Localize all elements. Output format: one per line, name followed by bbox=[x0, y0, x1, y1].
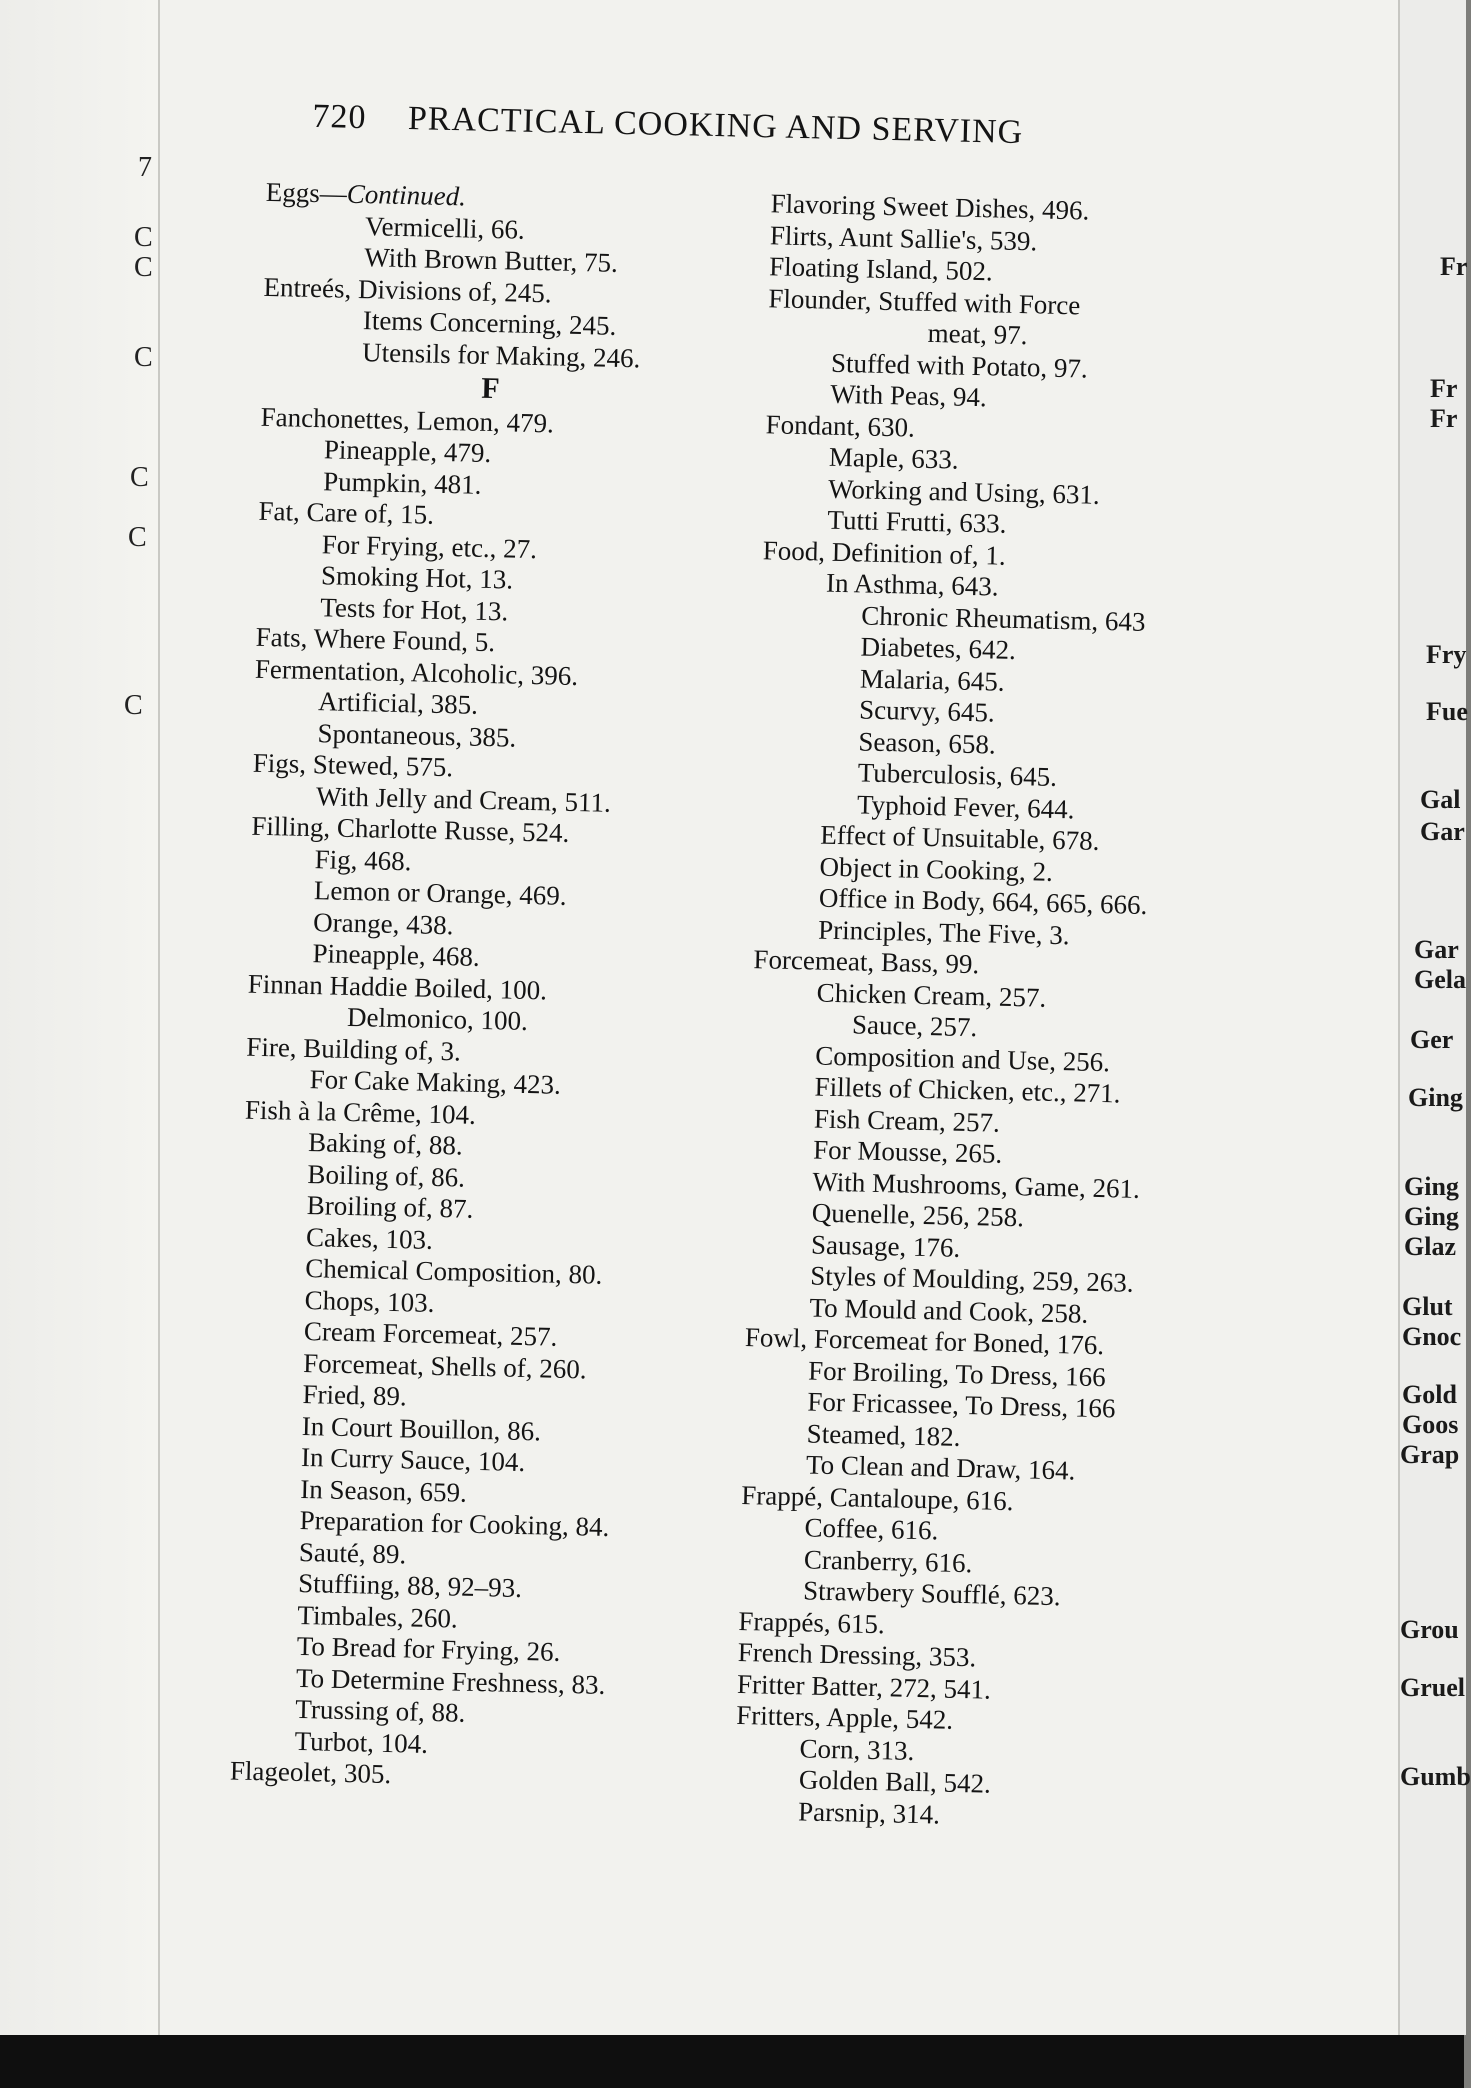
index-subentry: For Fricassee, To Dress, 166 bbox=[807, 1386, 1116, 1424]
next-page-fragment: Gar bbox=[1414, 935, 1459, 964]
index-subentry: To Determine Freshness, 83. bbox=[295, 1662, 606, 1700]
index-subentry: Fillets of Chicken, etc., 271. bbox=[814, 1071, 1121, 1109]
index-subentry: Lemon or Orange, 469. bbox=[313, 875, 567, 911]
page-header bbox=[312, 98, 1024, 152]
index-entry: Forcemeat, Bass, 99. bbox=[753, 944, 980, 980]
index-subentry: Turbot, 104. bbox=[294, 1725, 429, 1759]
next-page-fragment: Grap bbox=[1400, 1440, 1460, 1469]
index-entry: Finnan Haddie Boiled, 100. bbox=[247, 968, 548, 1005]
index-subentry: To Clean and Draw, 164. bbox=[805, 1449, 1076, 1486]
index-subentry: Orange, 438. bbox=[312, 906, 454, 940]
index-subentry: Utensils for Making, 246. bbox=[361, 336, 641, 373]
index-entry: Fire, Building of, 3. bbox=[246, 1031, 462, 1066]
next-page-fragment: Fue bbox=[1426, 697, 1468, 726]
index-subentry: With Mushrooms, Game, 261. bbox=[812, 1166, 1141, 1204]
index-subentry: Cakes, 103. bbox=[305, 1221, 434, 1255]
index-subentry: Object in Cooking, 2. bbox=[819, 851, 1054, 887]
prev-page-fragment: C bbox=[130, 462, 149, 493]
index-subentry: For Cake Making, 423. bbox=[309, 1064, 562, 1100]
index-subentry: For Broiling, To Dress, 166 bbox=[807, 1354, 1107, 1392]
index-entry: Fat, Care of, 15. bbox=[258, 495, 435, 530]
index-entry: Fanchonettes, Lemon, 479. bbox=[260, 401, 555, 438]
index-subentry: Items Concerning, 245. bbox=[362, 305, 617, 341]
index-subentry: Tuberculosis, 645. bbox=[857, 757, 1058, 792]
index-subentry: Fish Cream, 257. bbox=[813, 1103, 1001, 1138]
index-subentry: Stuffed with Potato, 97. bbox=[830, 347, 1089, 384]
next-page-fragment: Goos bbox=[1402, 1410, 1459, 1439]
index-subentry: Delmonico, 100. bbox=[346, 1001, 529, 1037]
section-letter: F bbox=[481, 371, 501, 406]
next-page-fragment: Grou bbox=[1400, 1615, 1459, 1644]
index-subentry: Working and Using, 631. bbox=[827, 473, 1101, 510]
index-subentry: Parsnip, 314. bbox=[797, 1795, 941, 1830]
next-page-fragment: Fry bbox=[1426, 640, 1467, 669]
index-subentry: Vermicelli, 66. bbox=[364, 210, 526, 245]
index-subentry: Fig, 468. bbox=[314, 843, 412, 876]
index-subentry: Malaria, 645. bbox=[859, 662, 1005, 697]
index-entry: Flageolet, 305. bbox=[229, 1755, 392, 1790]
index-subentry: With Jelly and Cream, 511. bbox=[315, 780, 612, 818]
index-entry: Fondant, 630. bbox=[765, 408, 916, 443]
index-entry: Entreés, Divisions of, 245. bbox=[263, 271, 552, 308]
index-subentry: Coffee, 616. bbox=[804, 1512, 939, 1546]
index-entry: Fritter Batter, 272, 541. bbox=[736, 1668, 992, 1705]
index-subentry: In Season, 659. bbox=[300, 1473, 468, 1508]
next-page-fragment: Glut bbox=[1402, 1292, 1453, 1321]
index-subentry: Principles, The Five, 3. bbox=[817, 914, 1070, 950]
index-subentry: Sauce, 257. bbox=[851, 1009, 978, 1043]
index-subentry: Smoking Hot, 13. bbox=[320, 560, 514, 595]
index-entry: Eggs—Continued. bbox=[265, 176, 467, 212]
index-subentry: With Brown Butter, 75. bbox=[363, 242, 619, 278]
index-subentry: Broiling of, 87. bbox=[306, 1190, 474, 1224]
next-page-fragment: Fr bbox=[1440, 252, 1468, 281]
index-column-left bbox=[230, 177, 826, 1800]
index-subentry: Preparation for Cooking, 84. bbox=[299, 1504, 610, 1542]
next-page-fragment: Ging bbox=[1408, 1083, 1463, 1112]
prev-page-fragment: C bbox=[124, 690, 143, 721]
index-subentry: For Frying, etc., 27. bbox=[321, 528, 538, 564]
index-entry: Flirts, Aunt Sallie's, 539. bbox=[769, 219, 1038, 256]
index-subentry: Golden Ball, 542. bbox=[798, 1764, 992, 1799]
next-page-fragment: Gnoc bbox=[1402, 1322, 1462, 1351]
next-page-fragment: Ger bbox=[1410, 1025, 1454, 1054]
index-subentry: Chemical Composition, 80. bbox=[305, 1253, 603, 1290]
prev-page-fragment: C bbox=[134, 342, 153, 373]
index-subentry: With Peas, 94. bbox=[830, 378, 988, 413]
index-entry: Food, Definition of, 1. bbox=[762, 534, 1007, 571]
index-subentry: Spontaneous, 385. bbox=[317, 717, 517, 753]
index-subentry: For Mousse, 265. bbox=[812, 1134, 1003, 1169]
continued-label: Continued. bbox=[346, 178, 467, 212]
next-page-fragment: Fr bbox=[1430, 404, 1458, 433]
index-subentry: Pineapple, 468. bbox=[312, 938, 481, 972]
index-subentry: Tutti Frutti, 633. bbox=[827, 504, 1007, 539]
prev-page-fragment: C bbox=[128, 522, 147, 553]
prev-page-fragment: C bbox=[134, 252, 153, 283]
prev-page-fragment: C bbox=[134, 222, 153, 253]
index-subentry: Sauté, 89. bbox=[298, 1536, 407, 1569]
index-subentry: Composition and Use, 256. bbox=[815, 1040, 1111, 1077]
page-number: 720 bbox=[312, 97, 367, 137]
index-subentry: Sausage, 176. bbox=[810, 1229, 961, 1263]
index-subentry: Timbales, 260. bbox=[297, 1599, 459, 1634]
next-page-fragment: Ging bbox=[1404, 1172, 1459, 1201]
index-entry: Filling, Charlotte Russe, 524. bbox=[251, 810, 570, 848]
index-subentry: Chronic Rheumatism, 643 bbox=[861, 599, 1146, 637]
index-entry: Figs, Stewed, 575. bbox=[252, 747, 454, 783]
index-subentry: To Bread for Frying, 26. bbox=[296, 1630, 561, 1667]
index-subentry: meat, 97. bbox=[927, 317, 1028, 351]
index-subentry: Scurvy, 645. bbox=[858, 694, 996, 728]
index-subentry: Forcemeat, Shells of, 260. bbox=[302, 1347, 587, 1384]
index-subentry: Cranberry, 616. bbox=[803, 1543, 973, 1578]
index-subentry: Stuffiing, 88, 92–93. bbox=[297, 1567, 523, 1604]
index-subentry: Pumpkin, 481. bbox=[322, 465, 482, 500]
index-subentry: Styles of Moulding, 259, 263. bbox=[810, 1260, 1134, 1298]
index-entry: Fowl, Forcemeat for Boned, 176. bbox=[744, 1322, 1105, 1361]
index-entry: Frappés, 615. bbox=[738, 1605, 886, 1639]
index-entry: Flavoring Sweet Dishes, 496. bbox=[770, 188, 1090, 226]
index-entry: Frappé, Cantaloupe, 616. bbox=[741, 1479, 1014, 1516]
index-subentry: Diabetes, 642. bbox=[860, 631, 1017, 665]
next-page-fragment: Fr bbox=[1430, 374, 1458, 403]
index-subentry: Artificial, 385. bbox=[317, 686, 479, 720]
index-entry: French Dressing, 353. bbox=[737, 1636, 977, 1673]
index-subentry: Cream Forcemeat, 257. bbox=[303, 1316, 558, 1352]
index-subentry: Tests for Hot, 13. bbox=[320, 591, 509, 626]
index-entry: Fats, Where Found, 5. bbox=[255, 621, 496, 658]
next-page-fragment: Glaz bbox=[1404, 1232, 1456, 1261]
prev-page-fragment: 7 bbox=[138, 152, 152, 183]
next-page-fragment: Gold bbox=[1402, 1380, 1457, 1409]
index-subentry: Boiling of, 86. bbox=[307, 1158, 466, 1193]
index-subentry: Maple, 633. bbox=[828, 441, 959, 475]
index-subentry: Chops, 103. bbox=[304, 1284, 435, 1318]
index-subentry: Effect of Unsuitable, 678. bbox=[820, 819, 1100, 856]
index-entry: Fermentation, Alcoholic, 396. bbox=[254, 653, 579, 691]
index-subentry: To Mould and Cook, 258. bbox=[809, 1291, 1089, 1329]
index-entry: Fritters, Apple, 542. bbox=[736, 1699, 954, 1735]
index-subentry: Season, 658. bbox=[858, 725, 997, 760]
index-subentry: Corn, 313. bbox=[799, 1732, 915, 1766]
index-subentry: Baking of, 88. bbox=[307, 1127, 464, 1161]
index-subentry: In Court Bouillon, 86. bbox=[301, 1410, 542, 1446]
next-page-fragment: Gruel bbox=[1400, 1673, 1465, 1702]
index-subentry: Trussing of, 88. bbox=[295, 1693, 466, 1728]
index-subentry: In Curry Sauce, 104. bbox=[300, 1441, 526, 1478]
index-subentry: In Asthma, 643. bbox=[825, 567, 999, 602]
next-page-fragment: Gela bbox=[1414, 965, 1466, 994]
index-subentry: Office in Body, 664, 665, 666. bbox=[818, 882, 1148, 921]
index-subentry: Pineapple, 479. bbox=[323, 434, 492, 469]
running-title: PRACTICAL COOKING AND SERVING bbox=[407, 100, 1024, 152]
index-subentry: Chicken Cream, 257. bbox=[816, 977, 1047, 1013]
index-subentry: Steamed, 182. bbox=[806, 1417, 961, 1452]
index-subentry: Typhoid Fever, 644. bbox=[856, 788, 1075, 824]
next-page-fragment: Gal bbox=[1420, 785, 1461, 814]
index-page bbox=[114, 0, 1400, 2049]
index-subentry: Strawbery Soufflé, 623. bbox=[802, 1575, 1061, 1612]
index-subentry: Fried, 89. bbox=[302, 1379, 408, 1412]
next-page-fragment: Ging bbox=[1404, 1202, 1459, 1231]
index-subentry: Quenelle, 256, 258. bbox=[811, 1197, 1025, 1233]
next-page-fragment: Gar bbox=[1420, 817, 1465, 846]
index-column-right bbox=[734, 188, 1331, 1838]
index-entry: Floating Island, 502. bbox=[768, 251, 994, 287]
next-page-edge bbox=[1398, 0, 1471, 2035]
index-entry: Fish à la Crême, 104. bbox=[244, 1094, 477, 1130]
index-entry: Flounder, Stuffed with Force bbox=[768, 282, 1081, 320]
scan-bottom-border bbox=[0, 2035, 1464, 2088]
next-page-fragment: Gumb bbox=[1400, 1762, 1471, 1791]
